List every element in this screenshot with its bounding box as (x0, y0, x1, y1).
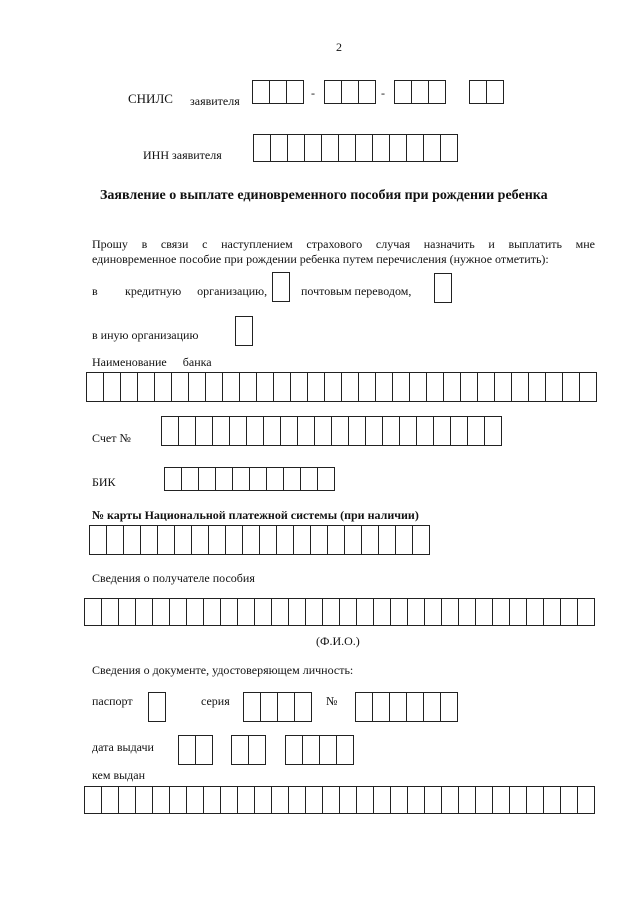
issued-by-cell[interactable] (169, 786, 187, 814)
recipient-fio-input[interactable] (84, 598, 595, 626)
card-cell[interactable] (89, 525, 107, 555)
bik-cell[interactable] (317, 467, 335, 491)
fio-cell[interactable] (220, 598, 238, 626)
bank-name-cell[interactable] (545, 372, 563, 402)
fio-cell[interactable] (305, 598, 323, 626)
account-cell[interactable] (263, 416, 281, 446)
fio-cell[interactable] (407, 598, 425, 626)
recipient-label: Сведения о получателе пособия (92, 571, 255, 585)
fio-cell[interactable] (441, 598, 459, 626)
issued-by-cell[interactable] (526, 786, 544, 814)
bank-name-cell[interactable] (460, 372, 478, 402)
card-cell[interactable] (293, 525, 311, 555)
issued-by-cell[interactable] (424, 786, 442, 814)
snils-cell[interactable] (358, 80, 376, 104)
inn-cell[interactable] (440, 134, 458, 162)
snils-group-1[interactable] (252, 80, 304, 104)
bik-cell[interactable] (215, 467, 233, 491)
account-cell[interactable] (450, 416, 468, 446)
issued-by-cell[interactable] (441, 786, 459, 814)
fio-cell[interactable] (118, 598, 136, 626)
bank-name-cell[interactable] (443, 372, 461, 402)
issued-by-cell[interactable] (84, 786, 102, 814)
fio-cell[interactable] (152, 598, 170, 626)
bik-cell[interactable] (283, 467, 301, 491)
account-input[interactable] (161, 416, 502, 446)
bank-name-cell[interactable] (528, 372, 546, 402)
bank-name-cell[interactable] (256, 372, 274, 402)
card-label: № карты Национальной платежной системы (при наличии) (92, 508, 419, 522)
fio-cell[interactable] (101, 598, 119, 626)
bik-cell[interactable] (300, 467, 318, 491)
bank-name-cell[interactable] (103, 372, 121, 402)
issued-by-cell[interactable] (475, 786, 493, 814)
series-cell[interactable] (277, 692, 295, 722)
snils-cell[interactable] (411, 80, 429, 104)
snils-group-3[interactable] (394, 80, 446, 104)
credit-org-checkbox[interactable] (272, 272, 290, 302)
fio-cell[interactable] (271, 598, 289, 626)
issued-by-cell[interactable] (577, 786, 595, 814)
card-cell[interactable] (259, 525, 277, 555)
inn-cell[interactable] (406, 134, 424, 162)
account-cell[interactable] (365, 416, 383, 446)
bank-name-cell[interactable] (188, 372, 206, 402)
issued-by-cell[interactable] (152, 786, 170, 814)
bank-name-cell[interactable] (358, 372, 376, 402)
snils-cell[interactable] (394, 80, 412, 104)
issued-by-cell[interactable] (356, 786, 374, 814)
bank-name-cell[interactable] (392, 372, 410, 402)
fio-cell[interactable] (237, 598, 255, 626)
fio-cell[interactable] (288, 598, 306, 626)
issued-by-cell[interactable] (186, 786, 204, 814)
account-cell[interactable] (416, 416, 434, 446)
issued-by-cell[interactable] (237, 786, 255, 814)
card-cell[interactable] (395, 525, 413, 555)
bank-name-cell[interactable] (375, 372, 393, 402)
fio-cell[interactable] (492, 598, 510, 626)
bik-label: БИК (92, 475, 116, 489)
card-cell[interactable] (310, 525, 328, 555)
bank-name-cell[interactable] (290, 372, 308, 402)
issued-by-cell[interactable] (560, 786, 578, 814)
fio-cell[interactable] (424, 598, 442, 626)
issued-by-cell[interactable] (509, 786, 527, 814)
postal-transfer-checkbox[interactable] (434, 273, 452, 303)
bank-name-cell[interactable] (239, 372, 257, 402)
inn-cell[interactable] (355, 134, 373, 162)
fio-cell[interactable] (169, 598, 187, 626)
snils-dash: - (311, 86, 315, 100)
fio-cell[interactable] (458, 598, 476, 626)
card-cell[interactable] (412, 525, 430, 555)
account-cell[interactable] (348, 416, 366, 446)
inn-cell[interactable] (423, 134, 441, 162)
option-postal-label: почтовым переводом, (301, 284, 412, 298)
bank-name-cell[interactable] (341, 372, 359, 402)
snils-label: СНИЛС (128, 91, 173, 106)
date-cell[interactable] (302, 735, 320, 765)
fio-cell[interactable] (356, 598, 374, 626)
series-cell[interactable] (260, 692, 278, 722)
snils-cell[interactable] (486, 80, 504, 104)
issued-by-cell[interactable] (254, 786, 272, 814)
passport-label: паспорт (92, 694, 133, 708)
card-cell[interactable] (344, 525, 362, 555)
date-cell[interactable] (178, 735, 196, 765)
snils-cell[interactable] (324, 80, 342, 104)
fio-cell[interactable] (84, 598, 102, 626)
account-cell[interactable] (161, 416, 179, 446)
card-cell[interactable] (140, 525, 158, 555)
bank-name-cell[interactable] (579, 372, 597, 402)
date-cell[interactable] (319, 735, 337, 765)
account-cell[interactable] (433, 416, 451, 446)
account-cell[interactable] (297, 416, 315, 446)
inn-input[interactable] (253, 134, 458, 162)
account-cell[interactable] (382, 416, 400, 446)
fio-cell[interactable] (254, 598, 272, 626)
number-cell[interactable] (423, 692, 441, 722)
bank-name-cell[interactable] (86, 372, 104, 402)
number-cell[interactable] (355, 692, 373, 722)
card-input[interactable] (89, 525, 430, 555)
issued-by-cell[interactable] (543, 786, 561, 814)
account-cell[interactable] (195, 416, 213, 446)
bank-name-cell[interactable] (171, 372, 189, 402)
account-cell[interactable] (178, 416, 196, 446)
inn-cell[interactable] (253, 134, 271, 162)
account-cell[interactable] (280, 416, 298, 446)
bank-name-cell[interactable] (273, 372, 291, 402)
fio-cell[interactable] (560, 598, 578, 626)
form-title: Заявление о выплате единовременного пособия при рождении ребенка (100, 188, 548, 203)
bank-name-label: Наименование банка (92, 355, 212, 369)
issued-by-cell[interactable] (271, 786, 289, 814)
account-cell[interactable] (314, 416, 332, 446)
option-credit-label: кредитную организацию, (125, 284, 268, 298)
number-cell[interactable] (440, 692, 458, 722)
bik-cell[interactable] (164, 467, 182, 491)
bik-cell[interactable] (266, 467, 284, 491)
issue-date-label: дата выдачи (92, 740, 154, 754)
inn-label: ИНН заявителя (143, 148, 222, 162)
id-doc-label: Сведения о документе, удостоверяющем личность: (92, 663, 354, 677)
bank-name-cell[interactable] (426, 372, 444, 402)
fio-cell[interactable] (135, 598, 153, 626)
bank-name-input[interactable] (86, 372, 597, 402)
card-cell[interactable] (327, 525, 345, 555)
bank-name-cell[interactable] (324, 372, 342, 402)
number-cell[interactable] (389, 692, 407, 722)
account-cell[interactable] (399, 416, 417, 446)
issued-by-cell[interactable] (322, 786, 340, 814)
card-cell[interactable] (123, 525, 141, 555)
card-cell[interactable] (378, 525, 396, 555)
bank-name-cell[interactable] (307, 372, 325, 402)
inn-cell[interactable] (372, 134, 390, 162)
bank-name-cell[interactable] (477, 372, 495, 402)
date-cell[interactable] (195, 735, 213, 765)
series-cell[interactable] (294, 692, 312, 722)
card-cell[interactable] (361, 525, 379, 555)
card-cell[interactable] (225, 525, 243, 555)
inn-cell[interactable] (270, 134, 288, 162)
issued-by-cell[interactable] (288, 786, 306, 814)
fio-cell[interactable] (543, 598, 561, 626)
request-line-2: единовременное пособие при рождении ребенка путем перечисления (нужное отметить): (92, 252, 549, 266)
bik-cell[interactable] (249, 467, 267, 491)
card-cell[interactable] (276, 525, 294, 555)
account-cell[interactable] (229, 416, 247, 446)
date-cell[interactable] (231, 735, 249, 765)
inn-cell[interactable] (287, 134, 305, 162)
inn-cell[interactable] (389, 134, 407, 162)
card-cell[interactable] (106, 525, 124, 555)
issued-by-cell[interactable] (407, 786, 425, 814)
account-cell[interactable] (467, 416, 485, 446)
issued-by-cell[interactable] (101, 786, 119, 814)
date-cell[interactable] (248, 735, 266, 765)
issued-by-cell[interactable] (458, 786, 476, 814)
issue-date-month-input[interactable] (231, 735, 266, 765)
fio-cell[interactable] (186, 598, 204, 626)
fio-cell[interactable] (322, 598, 340, 626)
bik-cell[interactable] (198, 467, 216, 491)
issued-by-cell[interactable] (305, 786, 323, 814)
bank-name-cell[interactable] (154, 372, 172, 402)
option-other-label: в иную организацию (92, 328, 199, 342)
issue-date-year-input[interactable] (285, 735, 354, 765)
card-cell[interactable] (174, 525, 192, 555)
issued-by-cell[interactable] (220, 786, 238, 814)
card-cell[interactable] (208, 525, 226, 555)
page-number: 2 (336, 40, 342, 54)
account-cell[interactable] (246, 416, 264, 446)
bank-name-cell[interactable] (409, 372, 427, 402)
snils-group-2[interactable] (324, 80, 376, 104)
inn-cell[interactable] (338, 134, 356, 162)
bank-name-cell[interactable] (562, 372, 580, 402)
card-cell[interactable] (157, 525, 175, 555)
passport-checkbox[interactable] (148, 692, 166, 722)
card-cell[interactable] (191, 525, 209, 555)
bik-input[interactable] (164, 467, 335, 491)
fio-cell[interactable] (526, 598, 544, 626)
snils-cell[interactable] (269, 80, 287, 104)
fio-cell[interactable] (373, 598, 391, 626)
issued-by-label: кем выдан (92, 768, 146, 782)
passport-number-input[interactable] (355, 692, 458, 722)
issued-by-cell[interactable] (390, 786, 408, 814)
snils-cell[interactable] (286, 80, 304, 104)
series-cell[interactable] (243, 692, 261, 722)
snils-sublabel: заявителя (190, 94, 240, 108)
request-line-1: Прошу в связи с наступлением страхового случая назначить и выплатить мне (92, 237, 595, 251)
snils-cell[interactable] (469, 80, 487, 104)
issued-by-cell[interactable] (373, 786, 391, 814)
number-cell[interactable] (406, 692, 424, 722)
bank-name-cell[interactable] (137, 372, 155, 402)
account-cell[interactable] (331, 416, 349, 446)
other-org-checkbox[interactable] (235, 316, 253, 346)
account-label: Счет № (92, 431, 131, 445)
fio-cell[interactable] (509, 598, 527, 626)
issued-by-input[interactable] (84, 786, 595, 814)
snils-cell[interactable] (428, 80, 446, 104)
series-label: серия (201, 694, 230, 708)
snils-dash: - (381, 86, 385, 100)
card-cell[interactable] (242, 525, 260, 555)
date-cell[interactable] (285, 735, 303, 765)
issued-by-cell[interactable] (339, 786, 357, 814)
account-cell[interactable] (484, 416, 502, 446)
date-cell[interactable] (336, 735, 354, 765)
bank-name-cell[interactable] (494, 372, 512, 402)
number-cell[interactable] (372, 692, 390, 722)
bik-cell[interactable] (181, 467, 199, 491)
fio-cell[interactable] (390, 598, 408, 626)
inn-cell[interactable] (304, 134, 322, 162)
fio-cell[interactable] (339, 598, 357, 626)
passport-series-input[interactable] (243, 692, 312, 722)
inn-cell[interactable] (321, 134, 339, 162)
fio-cell[interactable] (203, 598, 221, 626)
snils-cell[interactable] (252, 80, 270, 104)
issued-by-cell[interactable] (203, 786, 221, 814)
bank-name-cell[interactable] (205, 372, 223, 402)
issued-by-cell[interactable] (118, 786, 136, 814)
fio-cell[interactable] (577, 598, 595, 626)
issued-by-cell[interactable] (492, 786, 510, 814)
bank-name-cell[interactable] (120, 372, 138, 402)
fio-cell[interactable] (475, 598, 493, 626)
issue-date-day-input[interactable] (178, 735, 213, 765)
number-label: № (326, 694, 338, 708)
snils-cell[interactable] (341, 80, 359, 104)
snils-group-4[interactable] (469, 80, 504, 104)
bik-cell[interactable] (232, 467, 250, 491)
bank-name-cell[interactable] (222, 372, 240, 402)
fio-caption: (Ф.И.О.) (316, 634, 360, 648)
bank-name-cell[interactable] (511, 372, 529, 402)
account-cell[interactable] (212, 416, 230, 446)
issued-by-cell[interactable] (135, 786, 153, 814)
option-prefix: в (92, 284, 98, 298)
